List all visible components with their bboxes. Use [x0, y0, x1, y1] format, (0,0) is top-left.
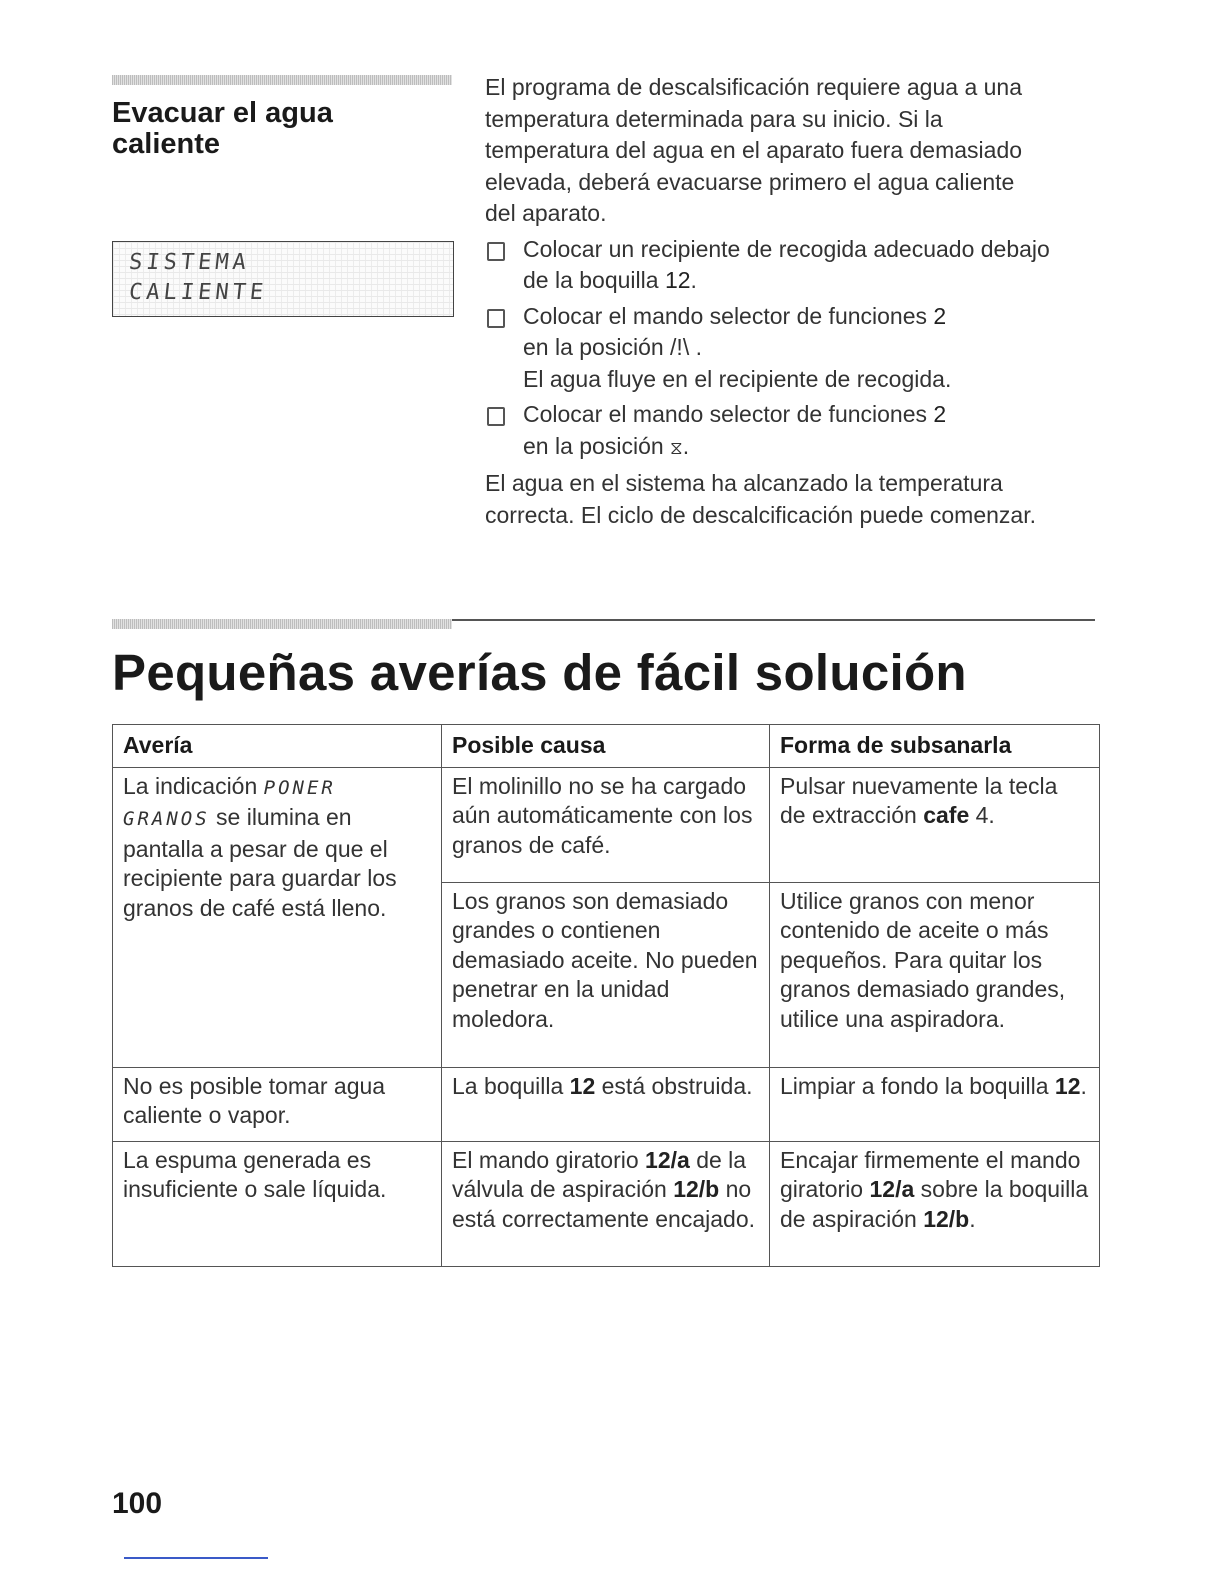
fix-text: Limpiar a fondo la boquilla	[780, 1072, 1049, 1099]
header-fault: Avería	[113, 725, 442, 768]
footer-line	[124, 1557, 268, 1559]
fix-text: Pulsar nuevamente la tecla de extracción	[780, 772, 1058, 828]
instructions	[485, 72, 1065, 531]
cause-text: La boquilla	[452, 1072, 564, 1099]
checkbox-icon	[487, 309, 505, 328]
intro-text: El programa de descalsificación requiere agua a una temperatura determinada para su inicio. Si la temperatura del agua en el aparato fuera demasiado elevada, deberá evacuarse primero el agua caliente del aparato.	[485, 74, 1023, 226]
fix-text: .	[969, 1205, 976, 1232]
cause-text: está obstruida.	[601, 1072, 753, 1099]
fault-cell	[113, 767, 442, 1067]
step-suffix: .	[682, 432, 690, 459]
fix-cell: Utilice granos con menor contenido de aceite o más pequeños. Para quitar los granos demasiado grandes, utilice una aspiradora.	[770, 882, 1100, 1067]
lcd-line-2: CALIENTE	[127, 280, 269, 305]
fix-text: .	[1080, 1072, 1087, 1099]
steps-list	[485, 234, 1065, 465]
table-row	[113, 1067, 1100, 1141]
fix-key: cafe	[923, 802, 970, 828]
fix-cell	[770, 767, 1100, 882]
page-number: 100	[112, 1487, 163, 1520]
step-position: en la posición	[523, 432, 664, 459]
cause-cell: Los granos son demasiado grandes o contienen demasiado aceite. No pueden penetrar en la unidad moledora.	[442, 882, 770, 1067]
section-heading: Evacuar el agua caliente	[112, 97, 333, 160]
outro-text: El agua en el sistema ha alcanzado la temperatura correcta. El ciclo de descalcificación puede comenzar.	[485, 470, 1037, 528]
fault-text: La indicación	[123, 772, 258, 799]
display-code: PONER	[263, 776, 336, 799]
fix-ref: 12/a	[869, 1176, 915, 1202]
cause-ref: 12/a	[645, 1146, 690, 1173]
step-position: en la posición /!\ .	[523, 334, 702, 360]
cause-cell	[442, 1141, 770, 1266]
step-text: Colocar un recipiente de recogida adecuado debajo de la boquilla	[523, 235, 1050, 293]
step-text: Colocar el mando selector de funciones	[523, 302, 928, 329]
step-ref: 2	[933, 302, 947, 329]
cause-ref: 12/b	[673, 1176, 720, 1202]
cause-text: El mando giratorio	[452, 1146, 639, 1173]
fault-cell: No es posible tomar agua caliente o vapor.	[113, 1067, 442, 1141]
fault-text: se ilumina en pantalla a pesar de que el recipiente para guardar los granos de café está lleno.	[123, 804, 397, 921]
step-ref: 2	[933, 401, 947, 427]
fix-cell	[770, 1067, 1100, 1141]
fix-text: Encajar firmemente el mando giratorio	[780, 1146, 1081, 1202]
checkbox-icon	[487, 407, 505, 426]
troubleshooting-table	[112, 724, 1100, 1267]
header-fix: Forma de subsanarla	[770, 725, 1100, 768]
fix-cell	[770, 1141, 1100, 1266]
cause-text: de la válvula de aspiración	[452, 1146, 747, 1202]
table-row	[113, 1141, 1100, 1266]
cause-text: no está correctamente encajado.	[452, 1176, 756, 1232]
step-ref: 12	[664, 267, 691, 293]
checkbox-icon	[487, 242, 505, 261]
step-item	[485, 399, 1065, 464]
lcd-display	[112, 241, 454, 317]
step-item	[485, 234, 1065, 297]
cause-cell: El molinillo no se ha cargado aún automáticamente con los granos de café.	[442, 767, 770, 882]
section-bar	[112, 75, 452, 85]
fault-cell: La espuma generada es insuficiente o sale líquida.	[113, 1141, 442, 1266]
fix-ref: 12/b	[923, 1205, 970, 1232]
display-code: GRANOS	[123, 808, 210, 830]
step-item	[485, 301, 1065, 396]
section-bar	[112, 619, 452, 629]
header-cause: Posible causa	[442, 725, 770, 768]
fix-text: sobre la boquilla de aspiración	[780, 1176, 1089, 1232]
cause-cell	[442, 1067, 770, 1141]
table-row	[113, 767, 1100, 882]
cause-ref: 12	[569, 1072, 596, 1099]
step-result: El agua fluye en el recipiente de recogida.	[523, 365, 952, 392]
table-header-row	[113, 725, 1100, 768]
page-title: Pequeñas averías de fácil solución	[112, 644, 967, 701]
step-suffix: .	[690, 267, 697, 293]
fix-ref: 12	[1054, 1072, 1081, 1099]
lcd-line-1: SISTEMA	[127, 250, 252, 275]
section-divider	[452, 619, 1095, 621]
fix-text: 4.	[975, 802, 995, 828]
step-text: Colocar el mando selector de funciones	[523, 401, 928, 427]
steam-symbol-icon: ⧖	[670, 437, 683, 458]
